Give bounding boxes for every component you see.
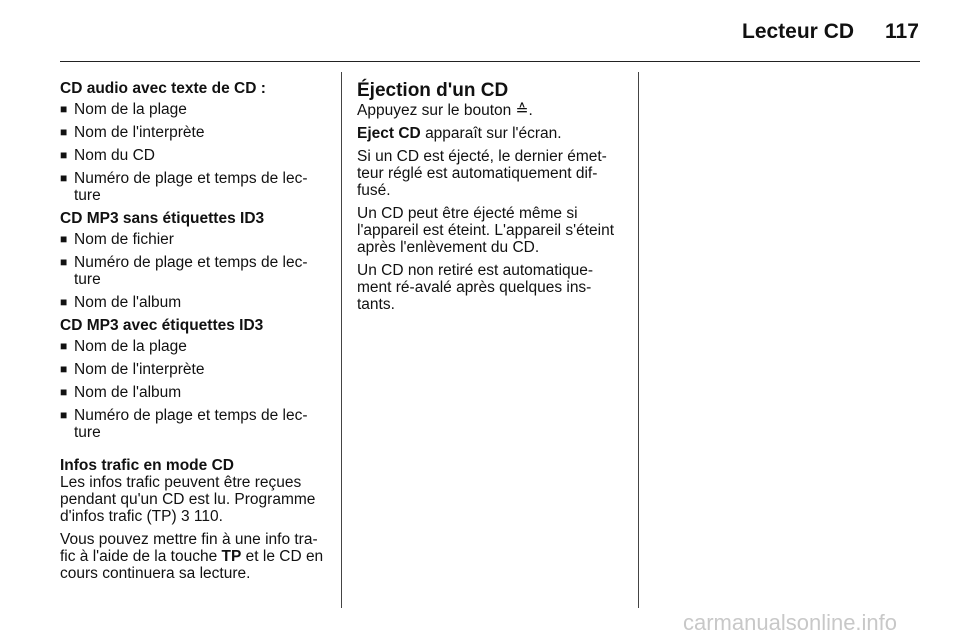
bullet-icon: ■	[60, 102, 68, 116]
page-title: Lecteur CD	[742, 20, 855, 43]
list-item: ■ Nom de la plage	[60, 101, 187, 118]
bullet-icon: ■	[60, 148, 68, 162]
bullet-icon: ■	[60, 362, 68, 376]
list-item: ■ Nom de l'album	[60, 294, 182, 311]
bullet-icon: ■	[60, 171, 68, 185]
bullet-icon: ■	[60, 385, 68, 399]
eject-icon: ≙.	[515, 102, 533, 119]
list-item: ■ Numéro de plage et temps de lec-ture	[60, 407, 308, 441]
eject-paragraph-4: Un CD peut être éjecté même si l'appareil est éteint. L'appareil s'éteint après l'enlèvement du CD.	[357, 205, 615, 256]
bullet-icon: ■	[60, 408, 68, 422]
list-item: ■ Nom du CD	[60, 147, 155, 164]
eject-paragraph-3: Si un CD est éjecté, le dernier émet-teur réglé est automatiquement dif-fusé.	[357, 148, 607, 199]
list-item: ■ Nom de l'interprète	[60, 124, 205, 141]
column-divider-left	[341, 72, 342, 608]
traffic-paragraph-1: Les infos trafic peuvent être reçues pendant qu'un CD est lu. Programme d'infos trafic (TP) 3 110.	[60, 474, 316, 525]
bullet-icon: ■	[60, 339, 68, 353]
bullet-icon: ■	[60, 232, 68, 246]
list-item: ■ Numéro de plage et temps de lec-ture	[60, 170, 308, 204]
bullet-icon: ■	[60, 295, 68, 309]
bullet-icon: ■	[60, 255, 68, 269]
eject-paragraph-5: Un CD non retiré est automatique-ment ré-avalé après quelques ins-tants.	[357, 262, 594, 313]
reference-arrow-icon: 3	[180, 508, 190, 525]
eject-paragraph-2: Eject CD apparaît sur l'écran.	[357, 125, 562, 142]
list-item: ■ Nom de la plage	[60, 338, 187, 355]
group-label-mp3-no-id3: CD MP3 sans étiquettes ID3	[60, 210, 265, 227]
header-divider	[60, 61, 920, 62]
group-label-mp3-id3: CD MP3 avec étiquettes ID3	[60, 317, 264, 334]
eject-cd-label: Eject CD	[357, 125, 421, 142]
column-divider-right	[638, 72, 639, 608]
list-item: ■ Nom de l'interprète	[60, 361, 205, 378]
eject-heading: Éjection d'un CD	[357, 80, 509, 101]
watermark: carmanualsonline.info	[683, 610, 898, 635]
list-item: ■ Nom de l'album	[60, 384, 182, 401]
list-item: ■ Nom de fichier	[60, 231, 174, 248]
bullet-icon: ■	[60, 125, 68, 139]
group-label-cd-audio: CD audio avec texte de CD :	[60, 80, 266, 97]
page-number: 117	[885, 20, 919, 43]
list-cd-audio	[60, 101, 330, 204]
eject-paragraph-1: Appuyez sur le bouton ≙.	[357, 102, 533, 119]
tp-key-label: TP	[221, 548, 242, 565]
left-column	[60, 80, 330, 588]
traffic-heading: Infos trafic en mode CD	[60, 457, 234, 474]
middle-column	[357, 80, 627, 319]
list-mp3-id3	[60, 338, 330, 441]
traffic-paragraph-2: Vous pouvez mettre fin à une info tra-fic à l'aide de la touche TP et le CD en cours continuera sa lecture.	[60, 531, 324, 582]
list-mp3-no-id3	[60, 231, 330, 311]
list-item: ■ Numéro de plage et temps de lec-ture	[60, 254, 308, 288]
